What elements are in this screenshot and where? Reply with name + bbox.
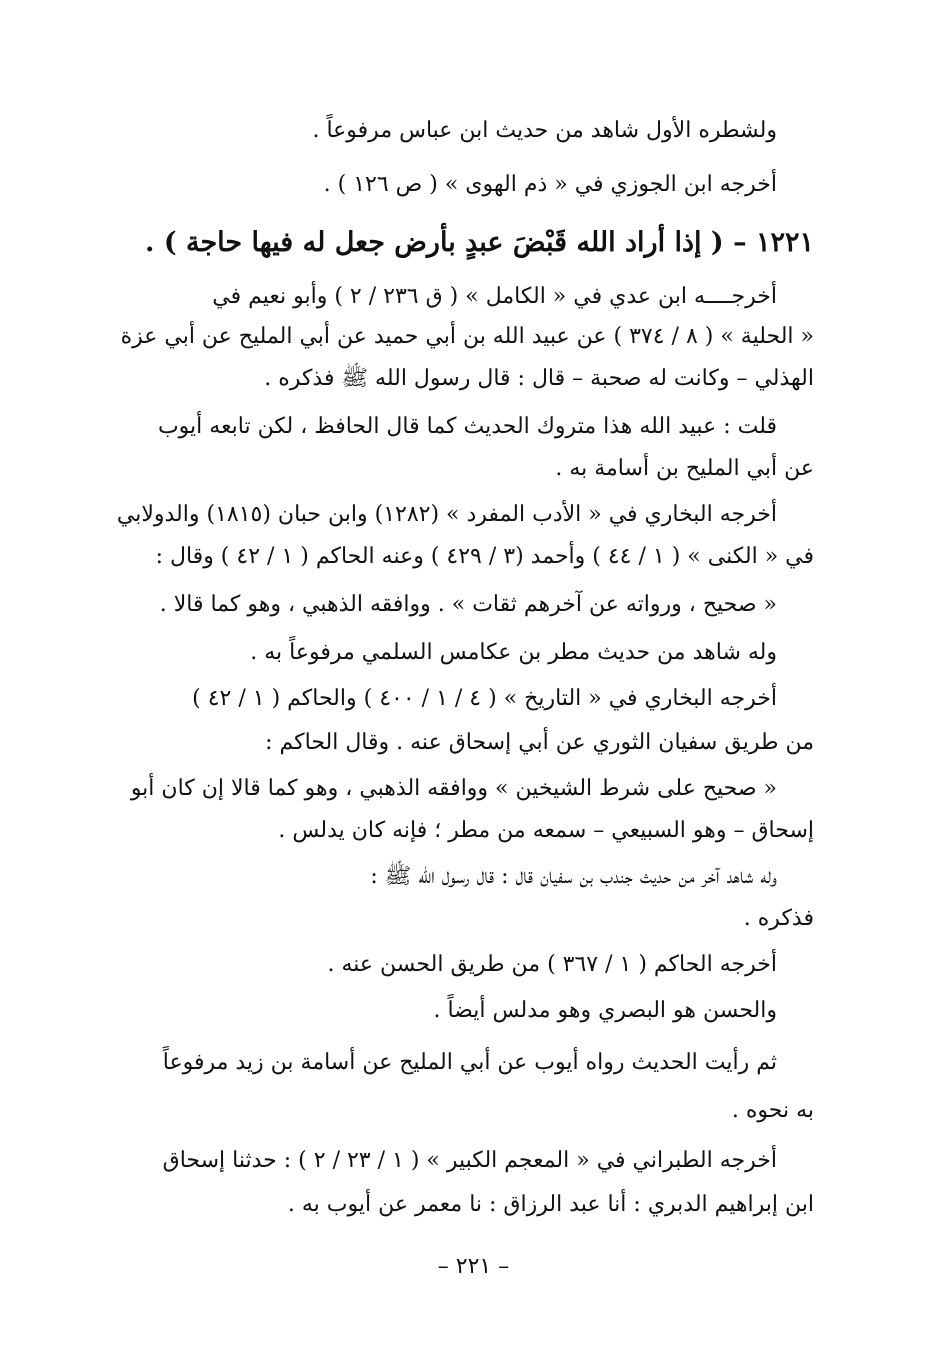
text-line: وله شاهد آخر من حديث جندب بن سفيان قال : قال رسول الله ﷺ : <box>370 864 777 889</box>
text-line: أخرجه البخاري في « الأدب المفرد » (١٢٨٢) وابن حبان (١٨١٥) والدولابي <box>116 502 777 527</box>
text-line: أخرجه الطبراني في « المعجم الكبير » ( ١ / ٢٣ / ٢ ) : حدثنا إسحاق <box>162 1148 777 1173</box>
text-line: الهذلي – وكانت له صحبة – قال : قال رسول الله ﷺ فذكره . <box>264 366 814 391</box>
text-line: « صحيح ، ورواته عن آخرهم ثقات » . ووافقه الذهبي ، وهو كما قالا . <box>159 592 777 617</box>
text-line: أخرجــــه ابن عدي في « الكامل » ( ق ٢٣٦ / ٢ ) وأبو نعيم في <box>212 284 777 309</box>
text-line: أخرجه البخاري في « التاريخ » ( ٤ / ١ / ٤٠٠ ) والحاكم ( ١ / ٤٢ ) <box>192 686 777 711</box>
text-line: « الحلية » ( ٨ / ٣٧٤ ) عن عبيد الله بن أبي حميد عن أبي المليح عن أبي عزة <box>120 324 814 349</box>
text-line: عن أبي المليح بن أسامة به . <box>555 456 814 481</box>
text-line: فذكره . <box>743 906 814 931</box>
text-line: به نحوه . <box>731 1098 814 1123</box>
text-line: ابن إبراهيم الدبري : أنا عبد الرزاق : نا معمر عن أيوب به . <box>287 1192 814 1217</box>
text-line: « صحيح على شرط الشيخين » ووافقه الذهبي ، وهو كما قالا إن كان أبو <box>130 776 777 801</box>
text-line: ولشطره الأول شاهد من حديث ابن عباس مرفوعاً . <box>312 118 777 143</box>
text-line: أخرجه الحاكم ( ١ / ٣٦٧ ) من طريق الحسن عنه . <box>327 952 777 977</box>
page-number: – ٢٢١ – <box>437 1254 510 1279</box>
text-line: أخرجه ابن الجوزي في « ذم الهوى » ( ص ١٢٦ ) . <box>323 172 777 197</box>
text-line: وله شاهد من حديث مطر بن عكامس السلمي مرفوعاً به . <box>250 640 777 665</box>
text-line: في « الكنى » ( ١ / ٤٤ ) وأحمد (٣ / ٤٢٩ ) وعنه الحاكم ( ١ / ٤٢ ) وقال : <box>155 544 814 569</box>
text-line: من طريق سفيان الثوري عن أبي إسحاق عنه . وقال الحاكم : <box>265 730 814 755</box>
hadith-heading: ١٢٢١ – ( إذا أراد الله قَبْضَ عبدٍ بأرض جعل له فيها حاجة ) . <box>145 227 814 258</box>
text-line: ثم رأيت الحديث رواه أيوب عن أبي المليح عن أسامة بن زيد مرفوعاً <box>162 1050 777 1075</box>
text-line: والحسن هو البصري وهو مدلس أيضاً . <box>433 998 777 1023</box>
text-line: إسحاق – وهو السبيعي – سمعه من مطر ؛ فإنه كان يدلس . <box>278 818 814 843</box>
text-line: قلت : عبيد الله هذا متروك الحديث كما قال الحافظ ، لكن تابعه أيوب <box>157 414 777 439</box>
